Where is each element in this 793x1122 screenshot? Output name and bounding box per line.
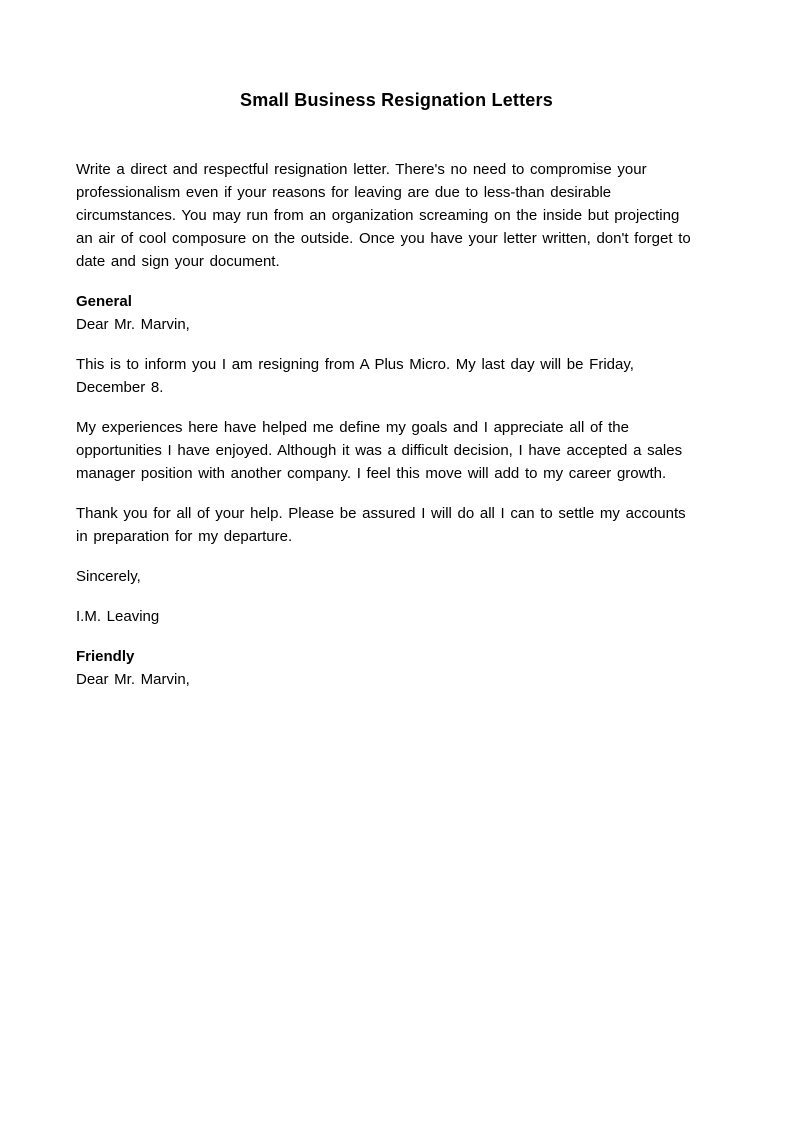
general-paragraph-1: This is to inform you I am resigning from A Plus Micro. My last day will be Friday, December 8. <box>76 356 634 396</box>
section-heading-friendly: Friendly <box>76 648 135 665</box>
document-body <box>76 158 700 691</box>
general-paragraph-2: My experiences here have helped me define my goals and I appreciate all of the opportunities I have enjoyed. Although it was a difficult decision, I have accepted a sales manager position with another company. I feel this move will add to my career growth. <box>76 419 683 482</box>
salutation-general: Dear Mr. Marvin, <box>76 316 190 333</box>
section-friendly-header <box>76 645 700 691</box>
section-heading-general: General <box>76 293 132 310</box>
document-title: Small Business Resignation Letters <box>240 90 553 110</box>
closing-line: Sincerely, <box>76 568 141 585</box>
signature-line: I.M. Leaving <box>76 608 160 625</box>
salutation-friendly: Dear Mr. Marvin, <box>76 671 190 688</box>
general-paragraph-3: Thank you for all of your help. Please be assured I will do all I can to settle my accounts in preparation for my departure. <box>76 505 686 545</box>
intro-paragraph: Write a direct and respectful resignation letter. There's no need to compromise your professionalism even if your reasons for leaving are due to less-than desirable circumstances. You may run from an organization screaming on the inside but projecting an air of cool composure on the outside. Once you have your letter written, don't forget to date and sign your document. <box>76 161 691 270</box>
section-general-header <box>76 290 700 336</box>
